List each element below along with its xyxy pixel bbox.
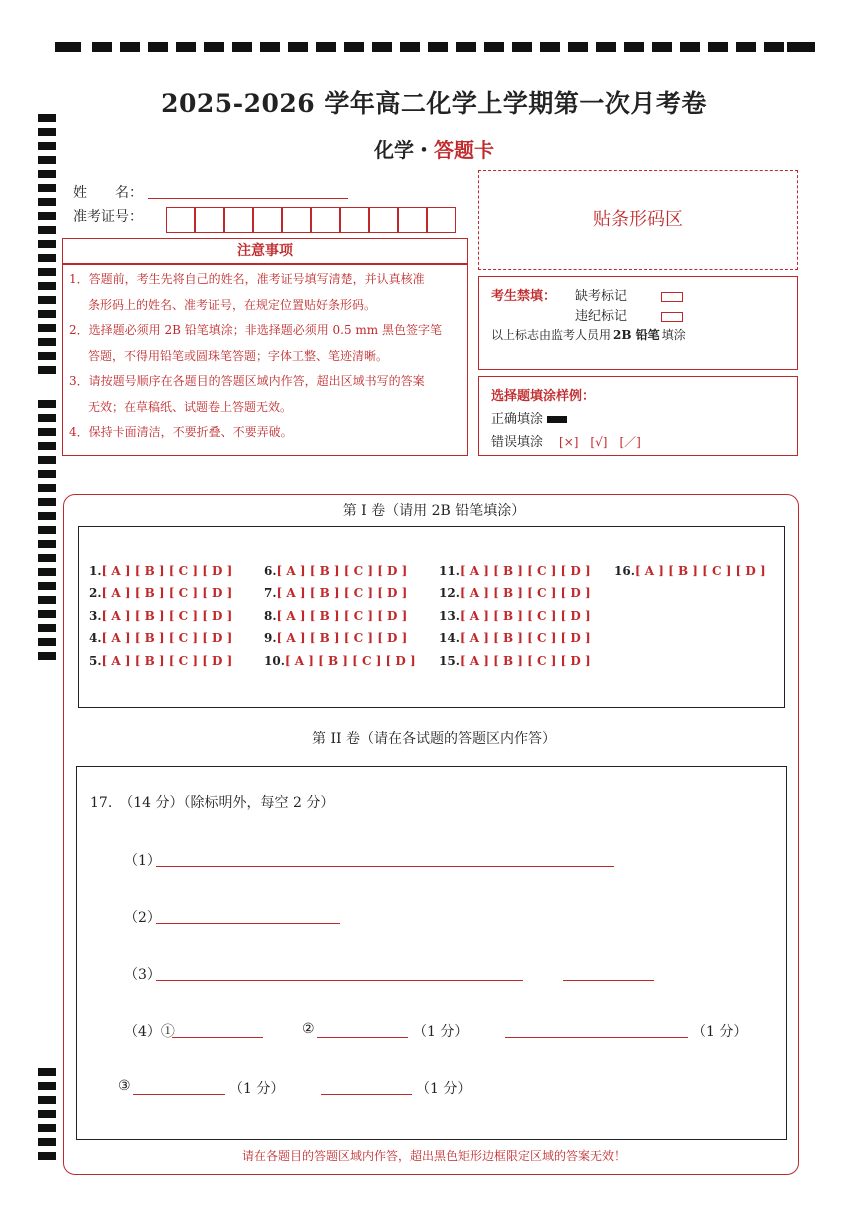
timing-mark (708, 42, 728, 52)
timing-mark (260, 42, 280, 52)
timing-mark (38, 198, 56, 206)
q17-part4-blank-3[interactable] (505, 1037, 688, 1038)
absent-mark (575, 285, 683, 304)
q17-part4-points-4: （1 分） (229, 1081, 285, 1097)
q17-part4-label-2: ② (302, 1021, 315, 1037)
choice-options[interactable]: [ A ] [ B ] [ C ] [ D ] (634, 564, 766, 578)
choice-options[interactable]: [ A ] [ B ] [ C ] [ D ] (459, 564, 591, 578)
barcode-area (478, 170, 798, 270)
timing-mark (288, 42, 308, 52)
timing-mark (428, 42, 448, 52)
choice-question-number: 15. (439, 654, 460, 668)
forbidden-label: 考生禁填： (491, 289, 557, 304)
q17-part3-blank-a[interactable] (156, 980, 523, 981)
choice-question-number: 13. (439, 609, 460, 623)
choice-options[interactable]: [ A ] [ B ] [ C ] [ D ] (459, 586, 591, 600)
name-field[interactable] (148, 198, 348, 199)
proctor-marks-box (478, 276, 798, 370)
timing-mark (38, 456, 56, 464)
choice-options[interactable]: [ A ] [ B ] [ C ] [ D ] (459, 609, 591, 623)
q17-part4-points-2: （1 分） (413, 1024, 469, 1040)
name-label: 姓 名： (73, 185, 143, 201)
note-line: 1．答题前，考生先将自己的姓名，准考证号填写清楚，并认真核准 (69, 272, 425, 286)
choice-question-number: 12. (439, 586, 460, 600)
choice-question-number: 6. (264, 564, 277, 578)
choice-question-6[interactable] (264, 564, 407, 578)
timing-mark (680, 42, 700, 52)
note-line: 条形码上的姓名、准考证号，在规定位置贴好条形码。 (88, 297, 377, 312)
choice-question-1[interactable] (89, 564, 232, 578)
timing-mark (148, 42, 168, 52)
timing-mark (38, 484, 56, 492)
choice-question-number: 10. (264, 654, 285, 668)
note-line: 无效；在草稿纸、试题卷上答题无效。 (88, 399, 293, 414)
q17-part4-blank-1[interactable] (172, 1037, 263, 1038)
q17-part2-label: （2） (124, 910, 161, 926)
timing-mark (38, 1110, 56, 1118)
choice-question-number: 5. (89, 654, 102, 668)
choice-question-2[interactable] (89, 586, 232, 600)
timing-mark (38, 414, 56, 422)
exam-id-digit-box[interactable] (224, 207, 253, 233)
timing-mark (38, 1124, 56, 1132)
choice-question-number: 4. (89, 631, 102, 645)
exam-id-digit-box[interactable] (340, 207, 369, 233)
timing-mark (38, 338, 56, 346)
wrong-label: 错误填涂 (491, 435, 544, 450)
example-title: 选择题填涂样例： (491, 389, 596, 404)
note-line: 3．请按题号顺序在各题目的答题区域内作答，超出区域书写的答案 (69, 374, 425, 388)
timing-mark (38, 366, 56, 374)
q17-part4-points-5: （1 分） (416, 1081, 472, 1097)
choice-options[interactable]: [ A ] [ B ] [ C ] [ D ] (276, 564, 408, 578)
timing-mark (38, 624, 56, 632)
section2-title: 第 II 卷（请在各试题的答题区内作答） (312, 731, 556, 747)
choice-question-number: 1. (89, 564, 102, 578)
choice-options[interactable]: [ A ] [ B ] [ C ] [ D ] (284, 654, 416, 668)
timing-mark (38, 324, 56, 332)
q17-part4-blank-2[interactable] (317, 1037, 408, 1038)
proctor-note-suffix: 填涂 (661, 328, 686, 342)
choice-options[interactable]: [ A ] [ B ] [ C ] [ D ] (101, 609, 233, 623)
choice-options[interactable]: [ A ] [ B ] [ C ] [ D ] (276, 609, 408, 623)
choice-question-14[interactable] (439, 631, 591, 645)
exam-id-label: 准考证号： (73, 209, 143, 225)
timing-mark (344, 42, 364, 52)
timing-mark (456, 42, 476, 52)
timing-mark (38, 1068, 56, 1076)
timing-mark (38, 1138, 56, 1146)
choice-question-7[interactable] (264, 586, 407, 600)
timing-mark (736, 42, 756, 52)
exam-id-digit-box[interactable] (311, 207, 340, 233)
timing-mark (540, 42, 560, 52)
choice-question-number: 8. (264, 609, 277, 623)
timing-mark (764, 42, 784, 52)
timing-mark (787, 42, 815, 52)
notes-title: 注意事项 (62, 238, 468, 264)
choice-options[interactable]: [ A ] [ B ] [ C ] [ D ] (101, 654, 233, 668)
left-timing-marks (0, 0, 60, 1227)
timing-mark (38, 554, 56, 562)
wrong-marks: [×] [√] [／] (559, 435, 641, 449)
choice-question-number: 14. (439, 631, 460, 645)
note-line: 2．选择题必须用 2B 铅笔填涂；非选择题必须用 0.5 mm 黑色签字笔 (69, 323, 443, 337)
timing-mark (38, 1082, 56, 1090)
timing-mark (38, 470, 56, 478)
exam-id-digit-box[interactable] (369, 207, 398, 233)
timing-mark (38, 540, 56, 548)
timing-mark (484, 42, 504, 52)
timing-mark (176, 42, 196, 52)
exam-id-digit-box[interactable] (427, 207, 456, 233)
card-subtitle (0, 134, 868, 163)
notes-box (62, 264, 468, 456)
timing-mark (38, 652, 56, 660)
timing-mark (38, 240, 56, 248)
timing-mark (596, 42, 616, 52)
exam-id-digit-box[interactable] (195, 207, 224, 233)
timing-mark (38, 596, 56, 604)
proctor-note-bold: 2B 铅笔 (613, 328, 660, 342)
timing-mark (38, 310, 56, 318)
timing-mark (568, 42, 588, 52)
timing-mark (38, 610, 56, 618)
timing-mark (120, 42, 140, 52)
q17-part4-blank-4[interactable] (133, 1094, 225, 1095)
choice-question-number: 2. (89, 586, 102, 600)
choice-question-9[interactable] (264, 631, 407, 645)
choice-question-number: 16. (614, 564, 635, 578)
q17-part4-blank-5[interactable] (321, 1094, 412, 1095)
choice-question-12[interactable] (439, 586, 591, 600)
proctor-note (491, 326, 686, 343)
choice-question-number: 11. (439, 564, 460, 578)
timing-mark (232, 42, 252, 52)
choice-question-8[interactable] (264, 609, 407, 623)
choice-options[interactable]: [ A ] [ B ] [ C ] [ D ] (101, 631, 233, 645)
q17-part1-blank[interactable] (156, 866, 614, 867)
timing-mark (38, 226, 56, 234)
timing-mark (204, 42, 224, 52)
choice-options[interactable]: [ A ] [ B ] [ C ] [ D ] (101, 586, 233, 600)
choice-question-4[interactable] (89, 631, 232, 645)
proctor-note-text: 以上标志由监考人员用 (491, 328, 612, 342)
timing-mark (38, 638, 56, 646)
violation-checkbox[interactable] (661, 312, 683, 322)
choice-options[interactable]: [ A ] [ B ] [ C ] [ D ] (459, 654, 591, 668)
section1-title: 第 I 卷（请用 2B 铅笔填涂） (342, 503, 526, 519)
choice-question-number: 3. (89, 609, 102, 623)
timing-mark (38, 400, 56, 408)
q17-part3-label: （3） (124, 967, 161, 983)
choice-question-15[interactable] (439, 654, 591, 668)
choice-question-3[interactable] (89, 609, 232, 623)
timing-mark (38, 254, 56, 262)
choice-question-number: 7. (264, 586, 277, 600)
timing-mark (38, 442, 56, 450)
timing-mark (38, 170, 56, 178)
correct-label: 正确填涂 (491, 412, 544, 427)
timing-mark (38, 1096, 56, 1104)
choice-options[interactable]: [ A ] [ B ] [ C ] [ D ] (276, 586, 408, 600)
timing-mark (512, 42, 532, 52)
timing-mark (316, 42, 336, 52)
q17-part3-blank-b[interactable] (563, 980, 654, 981)
timing-mark (38, 268, 56, 276)
choice-question-11[interactable] (439, 564, 591, 578)
subtitle-subject: 化学・ (374, 138, 434, 162)
timing-mark (38, 526, 56, 534)
timing-mark (38, 296, 56, 304)
choice-options[interactable]: [ A ] [ B ] [ C ] [ D ] (459, 631, 591, 645)
choice-question-number: 9. (264, 631, 277, 645)
q17-part4-label: （4）① (124, 1024, 175, 1040)
q17-part1-label: （1） (124, 853, 161, 869)
q17-part2-blank[interactable] (156, 923, 340, 924)
exam-id-digit-box[interactable] (253, 207, 282, 233)
timing-mark (38, 582, 56, 590)
timing-mark (38, 184, 56, 192)
footer-warning: 请在各题目的答题区域内作答，超出黑色矩形边框限定区域的答案无效！ (241, 1149, 626, 1163)
timing-mark (38, 568, 56, 576)
q17-part4-points-3: （1 分） (692, 1024, 748, 1040)
choice-question-13[interactable] (439, 609, 591, 623)
wrong-example (491, 431, 641, 450)
timing-mark (38, 428, 56, 436)
filled-mark (547, 416, 567, 423)
barcode-area-label: 贴条形码区 (593, 209, 683, 230)
exam-id-digit-box[interactable] (398, 207, 427, 233)
exam-id-boxes[interactable] (166, 207, 456, 233)
timing-mark (38, 212, 56, 220)
absent-label: 缺考标记 (575, 289, 628, 304)
top-timing-marks (55, 42, 815, 56)
violation-label: 违纪标记 (575, 309, 628, 324)
timing-mark (400, 42, 420, 52)
violation-mark (575, 305, 683, 324)
q17-part4-label-3: ③ (118, 1078, 131, 1094)
timing-mark (652, 42, 672, 52)
timing-mark (38, 352, 56, 360)
timing-mark (624, 42, 644, 52)
exam-id-digit-box[interactable] (282, 207, 311, 233)
fill-example-box (478, 376, 798, 456)
correct-example (491, 408, 567, 427)
note-line: 答题，不得用铅笔或圆珠笔答题；字体工整、笔迹清晰。 (88, 348, 389, 363)
exam-id-digit-box[interactable] (166, 207, 195, 233)
timing-mark (92, 42, 112, 52)
choice-question-10[interactable] (264, 654, 416, 668)
choice-question-16[interactable] (614, 564, 766, 578)
subtitle-card: 答题卡 (434, 138, 494, 162)
timing-mark (372, 42, 392, 52)
choice-options[interactable]: [ A ] [ B ] [ C ] [ D ] (276, 631, 408, 645)
choice-question-5[interactable] (89, 654, 232, 668)
note-line: 4．保持卡面清洁，不要折叠、不要弄破。 (69, 425, 293, 439)
choice-options[interactable]: [ A ] [ B ] [ C ] [ D ] (101, 564, 233, 578)
timing-mark (38, 282, 56, 290)
absent-checkbox[interactable] (661, 292, 683, 302)
page-title: 2025-2026 学年高二化学上学期第一次月考卷 (161, 89, 707, 118)
q17-header: 17. （14 分）（除标明外，每空 2 分） (90, 795, 335, 811)
